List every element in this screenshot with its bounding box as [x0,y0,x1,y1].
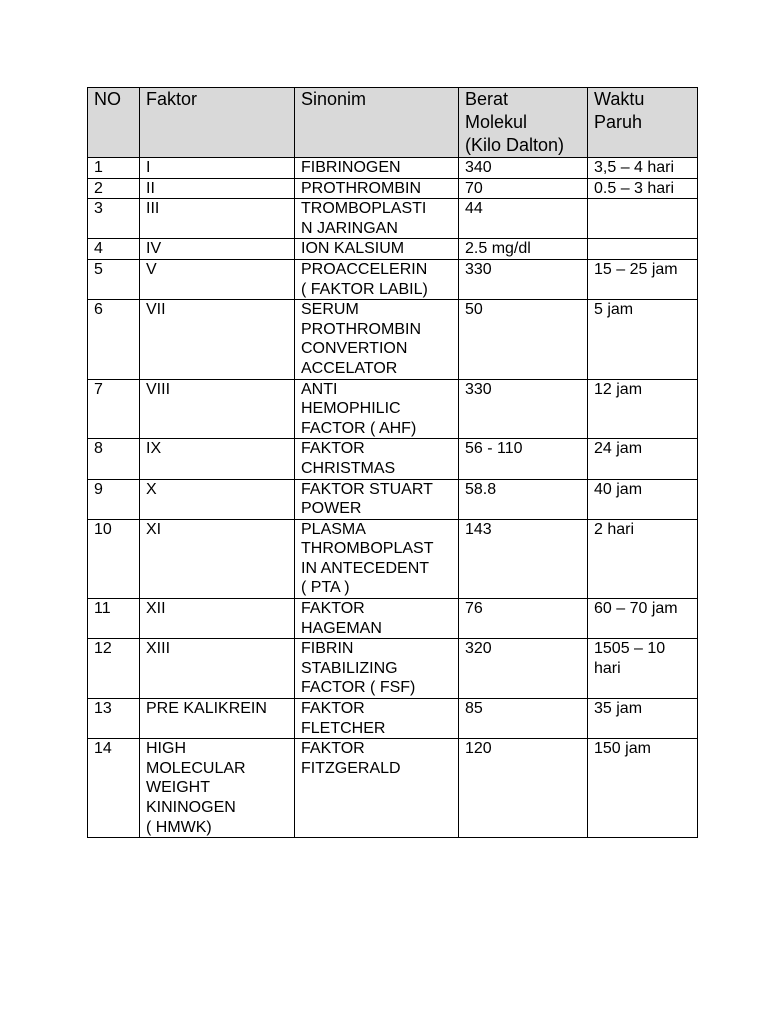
cell-text: PROTHROMBIN [301,179,421,197]
cell-faktor [140,479,295,519]
table-row [88,379,698,439]
cell-waktu-paruh [588,300,698,379]
cell-text: VIII [146,380,171,398]
cell-text: 44 [465,200,483,218]
cell-berat-molekul [459,199,588,239]
cell-faktor [140,259,295,299]
cell-waktu-paruh [588,259,698,299]
cell-sinonim [295,259,459,299]
cell-text: TROMBOPLASTI N JARINGAN [301,200,427,237]
cell-no [88,300,140,379]
cell-faktor [140,639,295,699]
cell-no [88,379,140,439]
cell-text: IX [146,440,162,458]
table-row [88,639,698,699]
cell-text: 12 [94,640,112,658]
cell-sinonim [295,300,459,379]
cell-text: 40 jam [594,480,643,498]
cell-faktor [140,178,295,199]
cell-text: 14 [94,740,112,758]
cell-text: 330 [465,380,492,398]
cell-no [88,479,140,519]
cell-berat-molekul [459,239,588,260]
cell-text: FAKTOR HAGEMAN [301,600,382,637]
cell-text: V [146,260,157,278]
cell-berat-molekul [459,639,588,699]
cell-text: 0.5 – 3 hari [594,179,675,197]
cell-sinonim [295,239,459,260]
cell-sinonim [295,479,459,519]
cell-text: 2 [94,179,103,197]
cell-faktor [140,599,295,639]
cell-faktor [140,300,295,379]
cell-text: FAKTOR FLETCHER [301,700,386,737]
cell-text: VII [146,301,166,319]
cell-text: I [146,159,151,176]
cell-berat-molekul [459,699,588,739]
header-faktor: Faktor [140,88,295,158]
cell-waktu-paruh [588,699,698,739]
cell-no [88,599,140,639]
cell-waktu-paruh [588,739,698,838]
cell-faktor [140,158,295,179]
cell-text: 15 – 25 jam [594,260,678,278]
cell-faktor [140,239,295,260]
table-row [88,178,698,199]
cell-berat-molekul [459,178,588,199]
cell-no [88,639,140,699]
cell-no [88,199,140,239]
cell-text: 320 [465,640,492,658]
cell-text: HIGH MOLECULAR WEIGHT KININOGEN ( HMWK) [146,740,246,836]
cell-text: SERUM PROTHROMBIN CONVERTION ACCELATOR [301,301,421,377]
header-sinonim: Sinonim [295,88,459,158]
cell-berat-molekul [459,739,588,838]
cell-no [88,239,140,260]
cell-waktu-paruh [588,158,698,179]
coagulation-factors-table [87,87,698,838]
cell-sinonim [295,158,459,179]
cell-text: II [146,179,155,197]
cell-text: 5 jam [594,301,634,319]
cell-text: 120 [465,740,492,758]
cell-waktu-paruh [588,639,698,699]
cell-text: 6 [94,301,103,319]
cell-waktu-paruh [588,199,698,239]
cell-faktor [140,439,295,479]
cell-waktu-paruh [588,239,698,260]
cell-berat-molekul [459,519,588,598]
cell-text: 4 [94,240,103,258]
cell-text: XIII [146,640,171,658]
cell-sinonim [295,739,459,838]
table-row [88,479,698,519]
cell-berat-molekul [459,158,588,179]
cell-text: 150 jam [594,740,651,758]
cell-waktu-paruh [588,479,698,519]
cell-no [88,699,140,739]
header-no: NO [88,88,140,158]
cell-text: 13 [94,700,112,718]
cell-no [88,259,140,299]
cell-faktor [140,379,295,439]
table-header-row [88,88,698,158]
table-row [88,699,698,739]
cell-text: 76 [465,600,483,618]
cell-faktor [140,519,295,598]
table-row [88,739,698,838]
table-row [88,158,698,179]
cell-sinonim [295,439,459,479]
cell-faktor [140,699,295,739]
cell-text: 12 jam [594,380,643,398]
cell-text: 330 [465,260,492,278]
cell-berat-molekul [459,439,588,479]
cell-text: ANTI HEMOPHILIC FACTOR ( AHF) [301,380,417,437]
cell-text: FAKTOR FITZGERALD [301,740,401,777]
cell-text: 58.8 [465,480,497,498]
cell-berat-molekul [459,599,588,639]
header-waktu-paruh: Waktu Paruh [588,88,698,158]
cell-sinonim [295,379,459,439]
cell-text: 85 [465,700,483,718]
cell-text: 5 [94,260,103,278]
cell-berat-molekul [459,379,588,439]
cell-text: XII [146,600,166,618]
cell-sinonim [295,519,459,598]
cell-waktu-paruh [588,178,698,199]
cell-text: FAKTOR CHRISTMAS [301,440,396,477]
cell-text: 2.5 mg/dl [465,240,531,258]
cell-text: ION KALSIUM [301,240,405,258]
cell-faktor [140,199,295,239]
cell-sinonim [295,178,459,199]
cell-text: 143 [465,520,492,538]
cell-text: PROACCELERIN ( FAKTOR LABIL) [301,260,428,298]
cell-berat-molekul [459,300,588,379]
cell-text: 24 jam [594,440,643,458]
header-berat-molekul: Berat Molekul (Kilo Dalton) [459,88,588,158]
cell-waktu-paruh [588,379,698,439]
table-row [88,519,698,598]
cell-text: IV [146,240,162,258]
cell-text: 56 - 110 [465,440,523,458]
cell-text: 10 [94,520,112,538]
cell-text: 3,5 – 4 hari [594,159,675,176]
cell-waktu-paruh [588,599,698,639]
cell-sinonim [295,639,459,699]
cell-text: 2 hari [594,520,635,538]
table-row [88,259,698,299]
cell-text: 8 [94,440,103,458]
cell-text: PRE KALIKREIN [146,700,267,718]
table-row [88,199,698,239]
cell-no [88,439,140,479]
cell-faktor [140,739,295,838]
cell-sinonim [295,699,459,739]
cell-text: 1 [94,159,103,176]
table-body [88,158,698,838]
table-row [88,439,698,479]
cell-berat-molekul [459,259,588,299]
cell-text: III [146,200,160,218]
cell-text: 35 jam [594,700,643,718]
cell-text: 3 [94,200,103,218]
cell-text: X [146,480,157,498]
cell-text: 11 [94,600,111,618]
cell-waktu-paruh [588,519,698,598]
cell-text: FIBRIN STABILIZING FACTOR ( FSF) [301,640,416,697]
cell-text: 70 [465,179,483,197]
cell-text: PLASMA THROMBOPLAST IN ANTECEDENT ( PTA ) [301,520,434,597]
cell-text: 50 [465,301,483,319]
cell-no [88,519,140,598]
cell-text: FAKTOR STUART POWER [301,480,433,518]
cell-no [88,178,140,199]
cell-no [88,158,140,179]
cell-sinonim [295,199,459,239]
cell-text: 9 [94,480,103,498]
cell-berat-molekul [459,479,588,519]
cell-text: 7 [94,380,103,398]
cell-sinonim [295,599,459,639]
table-row [88,300,698,379]
cell-text: 340 [465,159,492,176]
cell-text: 60 – 70 jam [594,600,678,618]
cell-no [88,739,140,838]
table-row [88,239,698,260]
cell-text: FIBRINOGEN [301,159,401,176]
cell-waktu-paruh [588,439,698,479]
cell-text: 1505 – 10 hari [594,640,666,677]
table-row [88,599,698,639]
cell-text: XI [146,520,162,538]
